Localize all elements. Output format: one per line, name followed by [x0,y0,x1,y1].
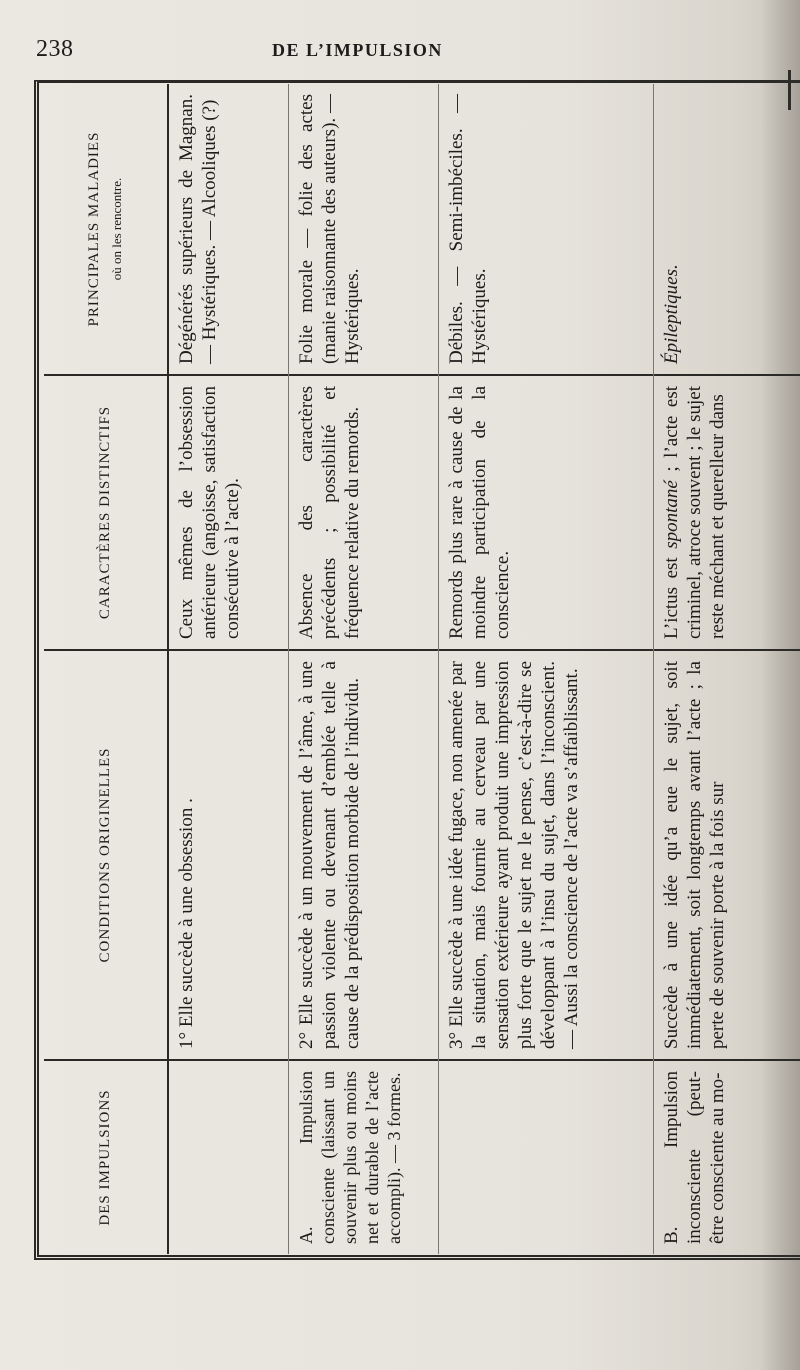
header-maladies: PRINCIPALES MALADIES où on les rencontre. [86,131,124,327]
header-caracteres: CARACTÈRES DISTINCTIFS [44,374,167,649]
impulsions-table [44,84,800,1254]
condition-cell: 3° Elle succède à une idée fugace, non amenée par la situation, mais fournie au cerveau par une sensation extérieure ayant produit une impression plus forte que le sujet ne le pense, c’est-à-dire se développant à l’insu du sujet, dans l’inconscient. — Aussi la conscience de l’acte va s’affaiblissant. [439,649,653,1059]
caracteres-cell: Ceux mêmes de l’obsession antérieure (angoisse, satisfaction consécutive à l’acte). [169,374,288,649]
page-number: 238 [36,36,74,62]
table-header [44,84,169,1254]
caracteres-text-pre: L’ictus est [661,548,682,639]
condition-cell: Succède à une idée qu’a eue le sujet, soit immédiatement, soit longtemps avant l’acte ; la perte de souvenir porte à la fois sur [654,649,800,1059]
maladies-cell: Dégénérés supérieurs de Magnan. — Hystériques. — Alcooliques (?) [176,94,220,364]
maladies-cell: Épileptiques. [661,264,682,364]
header-conditions: CONDITIONS ORIGINELLES [44,649,167,1059]
caracteres-text-post: ; l’acte est criminel, atroce souvent ; le sujet reste méchant et querelleur dans [661,386,728,639]
maladies-cell: Débiles. — Semi-imbéciles. — Hystériques. [446,94,490,364]
running-title: DE L’IMPULSION [272,40,443,60]
page-gutter-shadow [760,0,800,1370]
table-row [439,84,654,1254]
table-body [169,84,800,1254]
group-cell-blank [439,1059,653,1254]
condition-cell: 1° Elle succède à une obsession . [169,649,288,1059]
caracteres-cell: Absence des caractères précédents ; possibilité et fréquence relative du remords. [289,374,438,649]
maladies-cell: Folie morale — folie des actes (manie raisonnante des auteurs). — Hystériques. [296,94,363,364]
table-row [289,84,439,1254]
group-cell-blank [169,1059,288,1254]
group-b-label: B. Impulsion inconsciente (peut-être consciente au mo- [654,1059,800,1254]
condition-cell: 2° Elle succède à un mouvement de l’âme, à une passion violente ou devenant d’emblée telle à cause de la prédisposition morbide de l’individu. [289,649,438,1059]
group-a-label: A. Impulsion consciente (laissant un souvenir plus ou moins net et durable de l’acte accompli). — 3 formes. [289,1059,438,1254]
table-row [169,84,289,1254]
caracteres-cell: Remords plus rare à cause de la moindre participation de la conscience. [439,374,653,649]
header-impulsions: DES IMPULSIONS [44,1059,167,1254]
caracteres-text-emphasis: spontané [661,480,682,549]
